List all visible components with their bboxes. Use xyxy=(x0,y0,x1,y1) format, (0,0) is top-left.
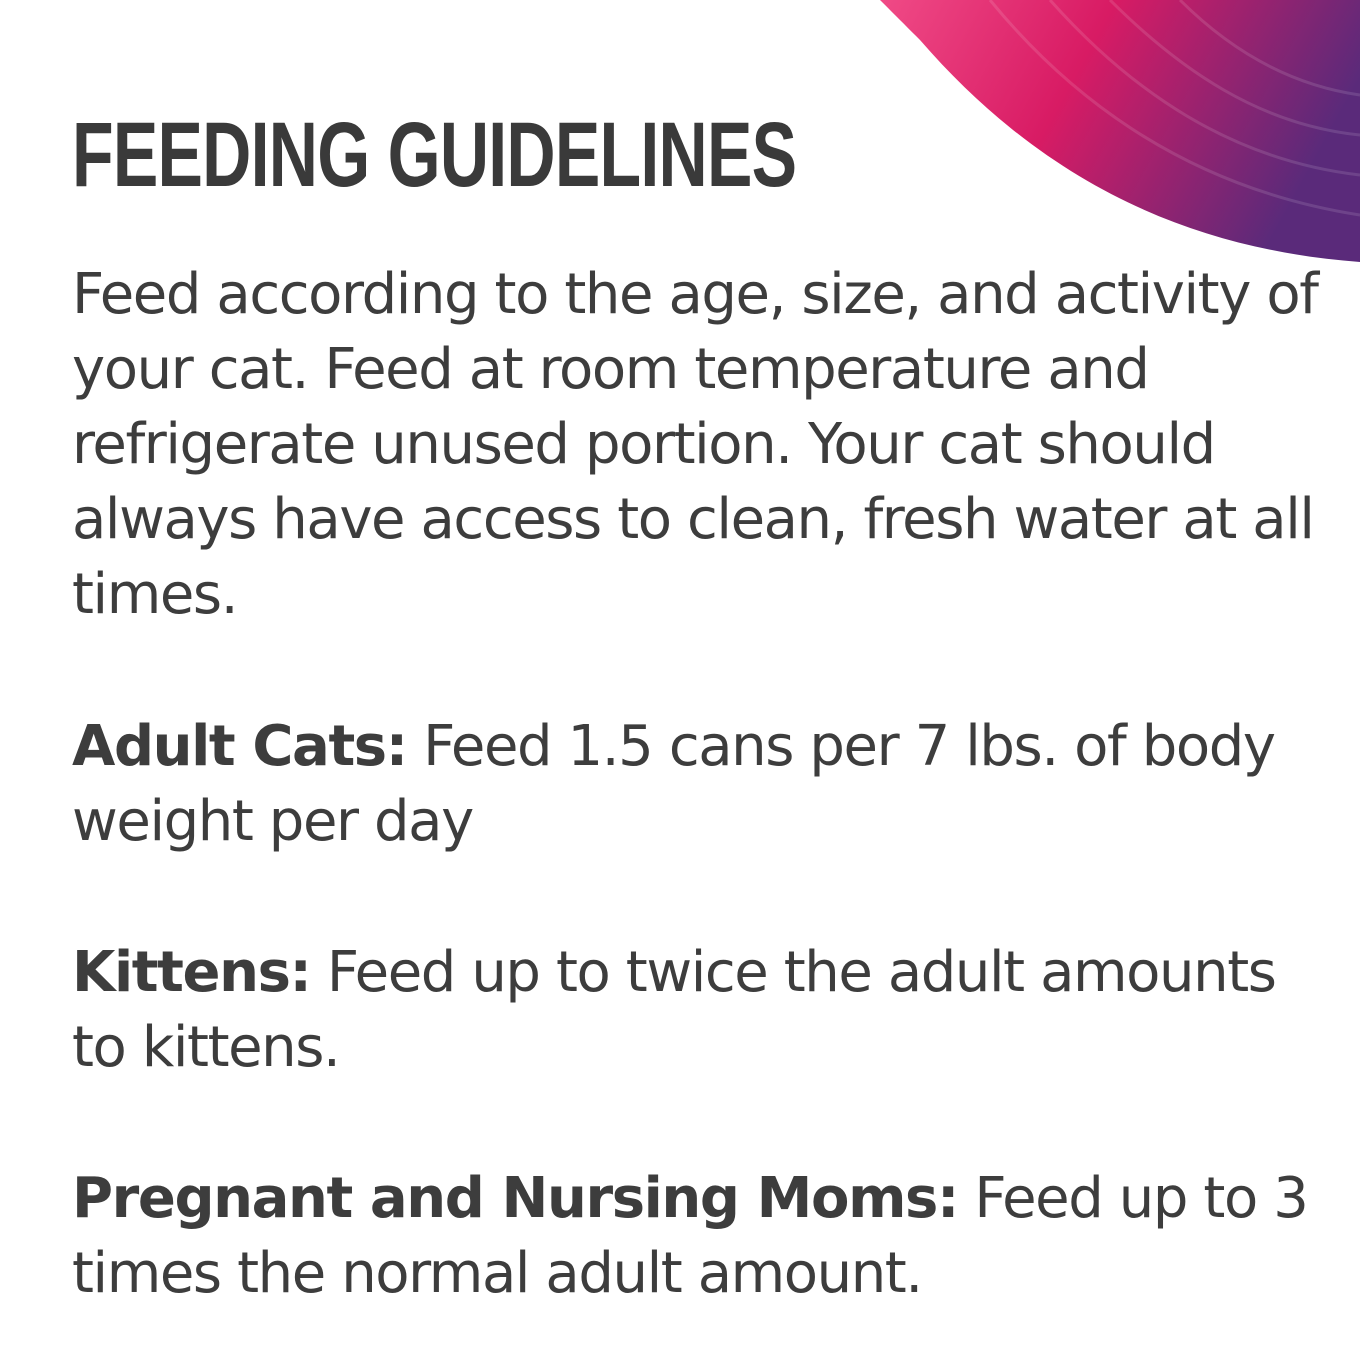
adult-cats-label: Adult Cats: xyxy=(72,714,407,779)
kittens-text: Feed up to twice the adult amounts to kittens. xyxy=(72,940,1276,1080)
pregnant-nursing-guideline xyxy=(72,1161,1342,1311)
intro-paragraph: Feed according to the age, size, and activity of your cat. Feed at room temperature and refrigerate unused portion. Your cat should always have access to clean, fresh water at all times. xyxy=(72,262,1318,627)
decorative-swoosh-graphic xyxy=(880,0,1360,270)
pregnant-nursing-text: Feed up to 3 times the normal adult amount. xyxy=(72,1166,1308,1306)
kittens-label: Kittens: xyxy=(72,940,311,1005)
pregnant-nursing-label: Pregnant and Nursing Moms: xyxy=(72,1166,958,1231)
kittens-guideline xyxy=(72,935,1342,1085)
page-title: FEEDING GUIDELINES xyxy=(72,104,797,206)
adult-cats-text: Feed 1.5 cans per 7 lbs. of body weight per day xyxy=(72,714,1275,854)
adult-cats-guideline xyxy=(72,709,1342,859)
